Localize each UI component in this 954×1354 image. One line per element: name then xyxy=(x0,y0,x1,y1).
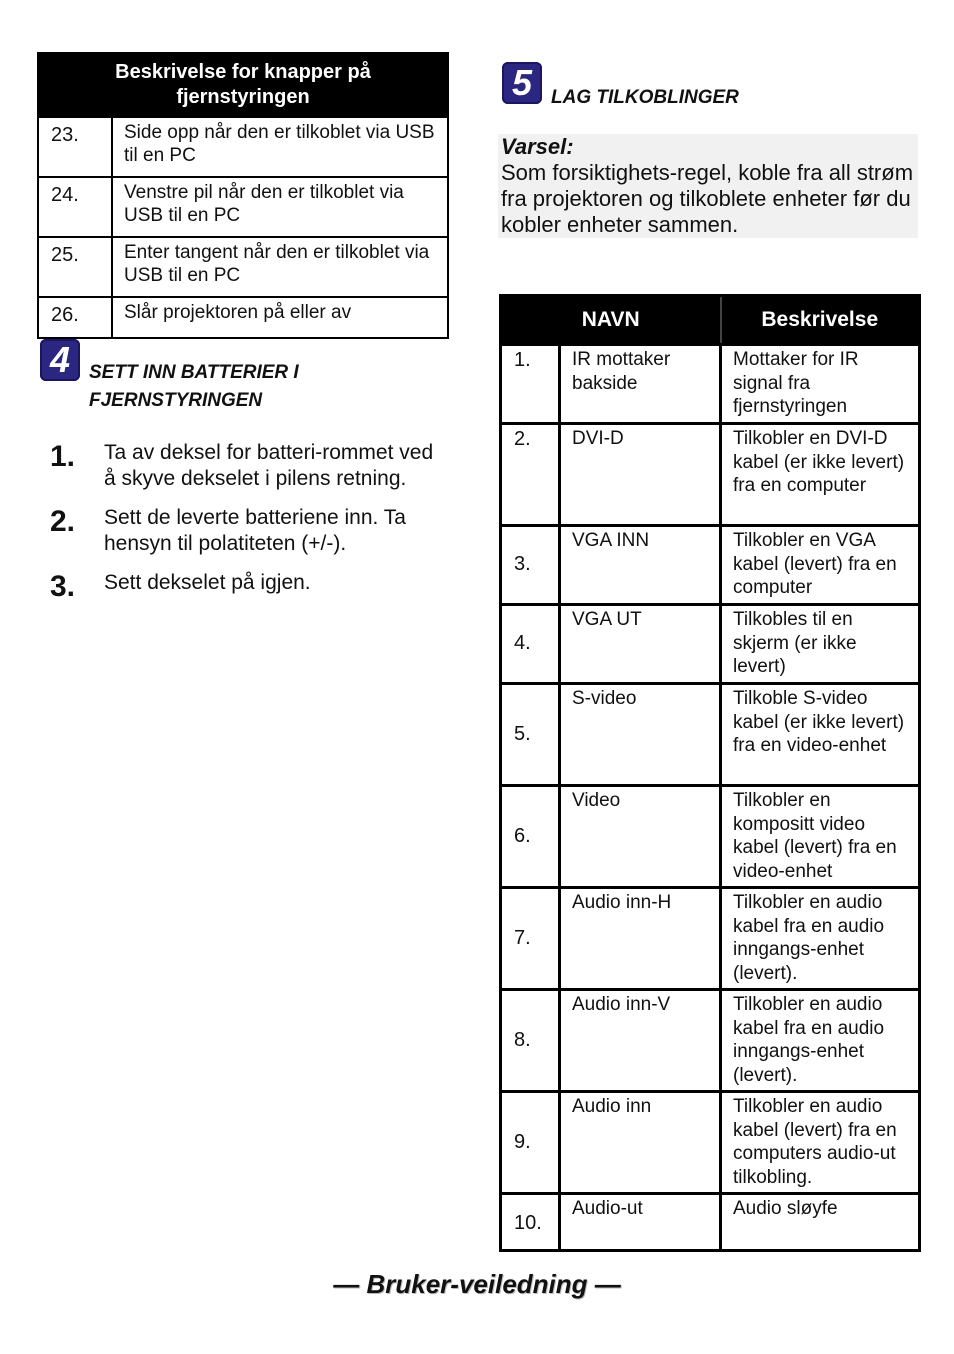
row-description: Tilkobler en audio kabel fra en audio inngangs-enhet (levert). xyxy=(721,990,920,1092)
warning-title: Varsel: xyxy=(501,134,574,159)
row-name: S-video xyxy=(560,684,721,786)
section-4-badge: 4 xyxy=(40,339,80,381)
step-text: Sett de leverte batteriene inn. Ta hensyn til polatiteten (+/-). xyxy=(104,506,406,555)
row-number: 4. xyxy=(501,605,560,684)
list-item xyxy=(50,440,450,492)
table-row xyxy=(501,1092,920,1194)
warning-box xyxy=(498,134,918,238)
row-name: IR mottaker bakside xyxy=(560,345,721,424)
row-name: Audio inn-H xyxy=(560,888,721,990)
list-item xyxy=(50,505,450,557)
row-description: Enter tangent når den er tilkoblet via USB til en PC xyxy=(112,237,448,297)
connections-table xyxy=(499,294,921,1252)
row-description: Tilkobler en DVI-D kabel (er ikke levert) fra en computer xyxy=(721,424,920,526)
remote-buttons-table xyxy=(37,52,449,339)
table-row xyxy=(38,117,448,177)
row-description: Slår projektoren på eller av xyxy=(112,297,448,338)
row-name: Video xyxy=(560,786,721,888)
row-name: VGA INN xyxy=(560,526,721,605)
remote-table-header: Beskrivelse for knapper på fjernstyringen xyxy=(38,53,448,117)
table-row xyxy=(501,888,920,990)
column-header-name: NAVN xyxy=(501,296,721,345)
warning-body: Som forsiktighets-regel, koble fra all strøm fra projektoren og tilkoblete enheter før du kobler enheter sammen. xyxy=(501,160,914,237)
table-row xyxy=(501,684,920,786)
table-row xyxy=(38,237,448,297)
step-number: 2. xyxy=(50,505,76,538)
row-number: 26. xyxy=(38,297,112,338)
table-row xyxy=(501,1194,920,1251)
row-description: Tilkobler en VGA kabel (levert) fra en computer xyxy=(721,526,920,605)
step-text: Sett dekselet på igjen. xyxy=(104,571,311,594)
table-row xyxy=(38,297,448,338)
row-description: Tilkobles til en skjerm (er ikke levert) xyxy=(721,605,920,684)
table-row xyxy=(501,345,920,424)
row-description: Side opp når den er tilkoblet via USB til en PC xyxy=(112,117,448,177)
step-number: 1. xyxy=(50,440,76,473)
footer-title: — Bruker-veiledning — xyxy=(333,1269,621,1299)
row-name: Audio-ut xyxy=(560,1194,721,1251)
row-description: Tilkobler en audio kabel (levert) fra en computers audio-ut tilkobling. xyxy=(721,1092,920,1194)
section-4-title-line1: SETT INN BATTERIER I xyxy=(89,362,299,383)
row-number: 7. xyxy=(501,888,560,990)
row-description: Audio sløyfe xyxy=(721,1194,920,1251)
row-number: 8. xyxy=(501,990,560,1092)
row-number: 3. xyxy=(501,526,560,605)
section-4-title xyxy=(89,359,299,415)
step-number: 3. xyxy=(50,570,76,603)
row-name: VGA UT xyxy=(560,605,721,684)
row-description: Tilkobler en kompositt video kabel (levert) fra en video-enhet xyxy=(721,786,920,888)
section-5-title: LAG TILKOBLINGER xyxy=(551,87,739,108)
row-number: 9. xyxy=(501,1092,560,1194)
table-row xyxy=(501,605,920,684)
step-text: Ta av deksel for batteri-rommet ved å skyve dekselet i pilens retning. xyxy=(104,441,434,490)
battery-steps-list xyxy=(50,440,450,609)
list-item xyxy=(50,570,450,603)
row-number: 5. xyxy=(501,684,560,786)
section-5-badge: 5 xyxy=(502,62,542,104)
row-number: 2. xyxy=(501,424,560,526)
table-row xyxy=(501,424,920,526)
column-header-description: Beskrivelse xyxy=(721,296,920,345)
row-name: DVI-D xyxy=(560,424,721,526)
row-number: 6. xyxy=(501,786,560,888)
table-row xyxy=(38,177,448,237)
section-4-title-line2: FJERNSTYRINGEN xyxy=(89,390,263,411)
table-row xyxy=(501,990,920,1092)
row-name: Audio inn-V xyxy=(560,990,721,1092)
table-row xyxy=(501,526,920,605)
row-number: 24. xyxy=(38,177,112,237)
row-description: Venstre pil når den er tilkoblet via USB til en PC xyxy=(112,177,448,237)
row-description: Tilkoble S-video kabel (er ikke levert) fra en video-enhet xyxy=(721,684,920,786)
row-description: Mottaker for IR signal fra fjernstyringen xyxy=(721,345,920,424)
row-number: 10. xyxy=(501,1194,560,1251)
row-description: Tilkobler en audio kabel fra en audio inngangs-enhet (levert). xyxy=(721,888,920,990)
row-name: Audio inn xyxy=(560,1092,721,1194)
row-number: 1. xyxy=(501,345,560,424)
row-number: 23. xyxy=(38,117,112,177)
row-number: 25. xyxy=(38,237,112,297)
table-row xyxy=(501,786,920,888)
